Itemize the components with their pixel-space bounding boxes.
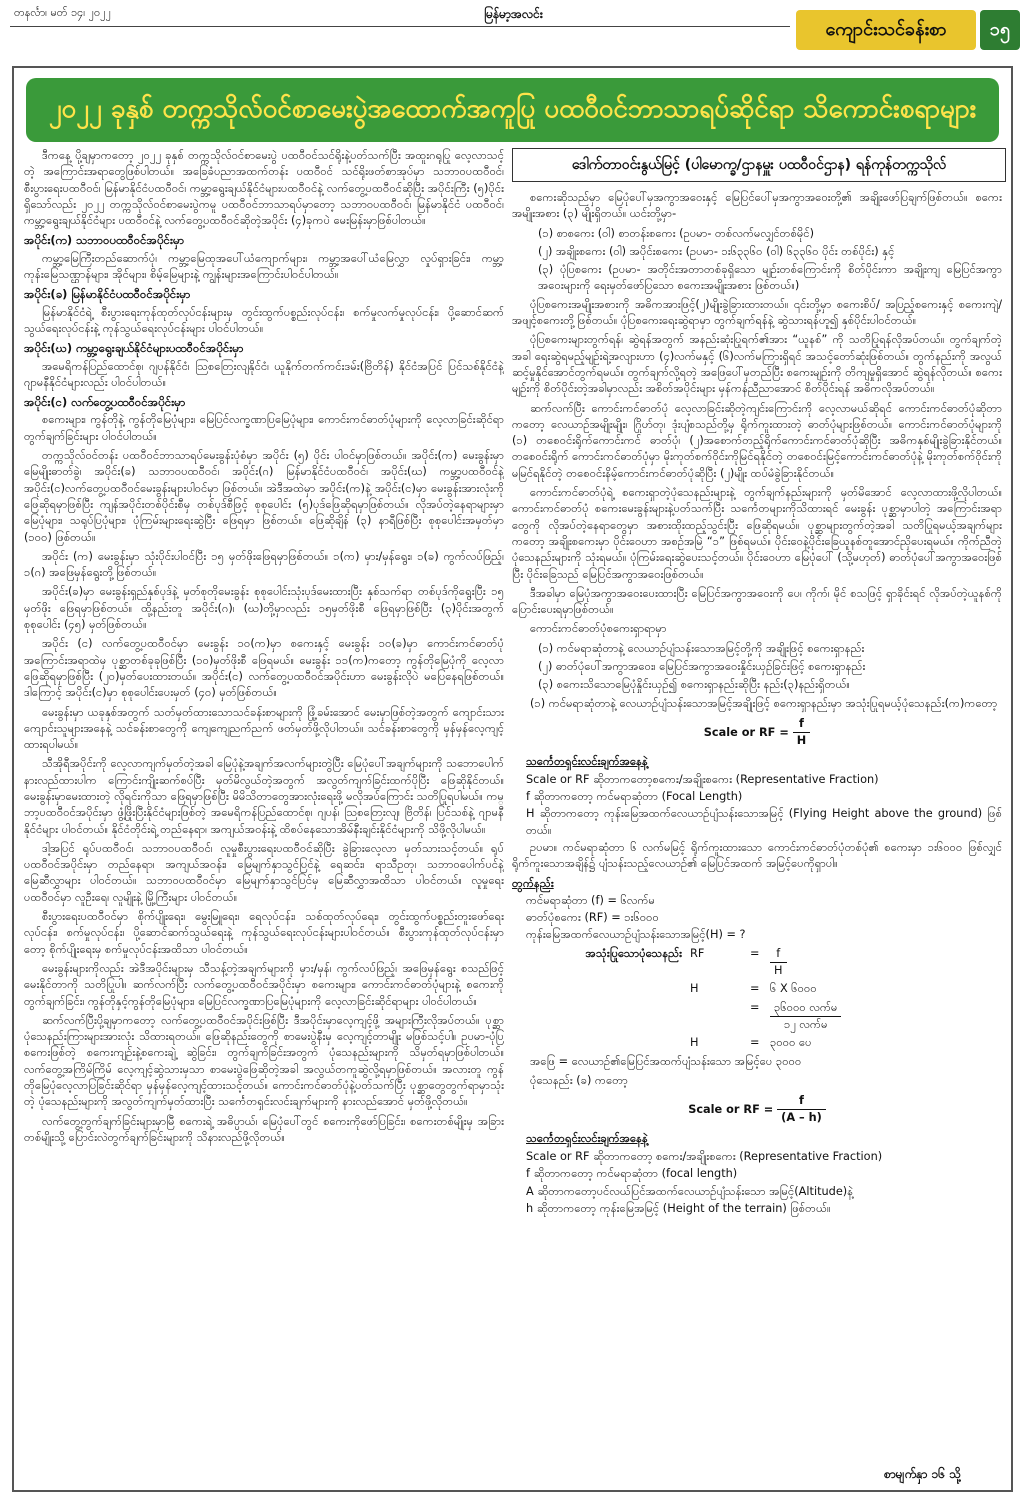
denominator: ၁၂ လက်မ: [783, 1017, 828, 1031]
calc-var: H: [690, 982, 699, 996]
calc-var: RF: [690, 946, 705, 960]
header-rule: [10, 26, 790, 27]
denominator: H: [796, 734, 807, 748]
paragraph: ဒီအခါမှာ မြေပုံအကွာအဝေးပေးထားပြီး မြေပြင်အကွာအဝေးကို ပေ၊ ကိုက်၊ မိုင် စသဖြင့် ရှာခိုင်းရင် လိုအပ်တဲ့ယူနစ်ကို ပြောင်းပေးရမှာဖြစ်တယ်။: [512, 586, 1002, 617]
symbol-definition: Scale or RF ဆိုတာကတော့စကေး/အချိုးစကေး (Representative Fraction): [526, 772, 879, 786]
section-tab: ကျောင်းသင်ခန်းစာ: [796, 10, 976, 50]
fraction: [777, 1093, 826, 1127]
paragraph: ပုံသေနည်း (ခ) ကတော့: [530, 1073, 628, 1087]
paragraph: ကောင်းကင်ဓာတ်ပုံစကေးရှာရာမှာ: [530, 622, 667, 636]
paragraph: သီအိုရီအပိုင်းကို လေ့လာကျက်မှတ်တဲ့အခါ မြေပုံနဲ့အချက်အလက်များတွဲပြီး မြေပုံပေါ်အချက်များကို သဘောပေါက်နားလည်ထားပါက ကြောင်းကျိုးဆက်စပ်ပြီး မှတ်မိလွယ်တဲ့အတွက် အလွတ်ကျက်ခြင်းထက်ပိုပြီး ဖြေဆိုနိုင်တယ်။ မေးခွန်းမှာမေးထားတဲ့ လိုရင်းကိုသာ ဖြေရမှာဖြစ်ပြီး မိမိသိတာတွေအားလုံးရေးဖို့ မလိုအပ်ကြောင်း သတိပြုရပါမယ်။ ကမ္ဘာ့ပထဝီဝင်အပိုင်းမှာ ဖွံ့ဖြိုးပြီးနိုင်ငံများဖြစ်တဲ့ အမေရိကန်ပြည်ထောင်စု၊ ဂျပန်၊ ဩစတြေးလျ၊ ဗြိတိန်၊ ပြင်သစ်နဲ့ ဂျာမနီနိုင်ငံများ ပါဝင်တယ်။ နိုင်ငံတိုင်းရဲ့ တည်နေရာ၊ အကျယ်အဝန်းနဲ့ ထိစပ်နေသောအိမ်နီးချင်းနိုင်ငံများကို သိဖို့လိုပါမယ်။: [24, 757, 504, 836]
list-item: (၁) ကင်မရာဆုံတာနဲ့ လေယာဉ်ပျံသန်းသောအမြင့်တို့ကို အချိုးဖြင့် စကေးရှာနည်း: [538, 641, 865, 655]
legend-title: သင်္ကေတရှင်းလင်းချက်အနေနဲ့: [526, 1131, 648, 1145]
fraction: [770, 1000, 841, 1034]
paragraph: အမေရိကန်ပြည်ထောင်စု၊ ဂျပန်နိုင်ငံ၊ ဩစတြေးလျနိုင်ငံ၊ ယူနိုက်တက်ကင်းဒမ်း(ဗြိတိန်) နိုင်ငံအပြင် ပြင်သစ်နိုင်ငံနဲ့ ဂျာမနီနိုင်ငံများလည်း ပါဝင်ပါတယ်။: [24, 359, 504, 389]
fraction: [793, 716, 810, 750]
paragraph: အပိုင်း (င) လက်တွေ့ပထဝီဝင်မှာ မေးခွန်း ၁၀(က)မှာ စကေးနှင့် မေးခွန်း ၁၀(ခ)မှာ ကောင်းကင်ဓာတ်ပုံအကြောင်းအရာထဲမှ ပုစ္ဆာတစ်ခုခုဖြစ်ပြီး (၁၀)မှတ်ဖိုးစီ ဖြေရမယ်။ မေးခွန်း ၁၁(က)ကတော့ ကွန်တိုမြေပုံကို လေ့လာဖြေဆိုရမှာဖြစ်ပြီး (၂၀)မှတ်ပေးထားတယ်။ အပိုင်း(င) လက်တွေ့ပထဝီဝင်အပိုင်းဟာ မေးခွန်းလိုပဲ မပြေနေရဖြစ်တယ်။ ဒါကြောင့် အပိုင်း(င)မှာ စုစုပေါင်းပေးမှတ် (၄၀) မှတ်ဖြစ်တယ်။: [24, 637, 504, 700]
fraction: [770, 946, 787, 980]
newspaper-name: မြန်မာ့အလင်း: [484, 7, 543, 21]
calc-eq: =: [750, 946, 760, 960]
calc-eq: =: [750, 1036, 760, 1050]
calc-given: ကင်မရာဆုံတာ (f) = ၆လက်မ: [526, 893, 655, 907]
paragraph: လက်တွေ့တွက်ချက်ခြင်းများမှာမြီ စကေးရဲ့ အဓိပ္ပာယ်၊ မြေပုံပေါ်တွင် စကေးကိုဖော်ပြခြင်း၊ စကေးတစ်မျိုးမှ အခြားတစ်မျိုးသို့ ပြောင်းလဲတွက်ချက်ခြင်းများကို သိနားလည်ဖို့လိုတယ်။: [24, 1114, 504, 1144]
continued-note: စာမျက်နှာ ၁၆ သို့: [884, 1467, 961, 1481]
formula-lhs: Scale or RF =: [703, 725, 789, 739]
numerator: ၃၆၀၀၀ လက်မ: [770, 1000, 841, 1017]
list-item: (၁) စာစကေး (ဝါ) စာတန်းစကေး (ဥပမာ- တစ်လက်မလျှင်တစ်မိုင်): [538, 226, 815, 240]
numerator: f: [770, 946, 787, 963]
formula-b: [512, 1093, 1002, 1127]
calc-row: [512, 946, 1002, 980]
symbol-definition: Scale or RF ဆိုတာကတော့ စကေး/အချိုးစကေး (Representative Fraction): [526, 1150, 883, 1164]
denominator: (A – h): [781, 1111, 822, 1125]
paragraph: ဆက်လက်ပြီး ကောင်းကင်ဓာတ်ပုံ လေ့လာခြင်းဆိုတဲ့ကျင်းကြောင်းကို လေ့လာမယ်ဆိုရင် ကောင်းကင်ဓာတ်ပုံဆိုတာကတော့ လေယာဉ်အမျိုးမျိုး၊ ဂြိုဟ်တု၊ ဒုံးပျံစသည်တို့မှ ရိုက်ကူးထားတဲ့ ဓာတ်ပုံများဖြစ်တယ်။ ကောင်းကင်ဓာတ်ပုံများကို (၁) တစေဝင်းရိုက်ကောင်းကင် ဓာတ်ပုံ၊ (၂)အစောက်တည့်ရိုက်ကောင်းကင်ဓာတ်ပုံဆိုပြီး အဓိကနှစ်မျိုးခွဲခြားနိုင်တယ်။ တစေဝင်းရိုက် ကောင်းကင်ဓာတ်ပုံမှာ မိုးကုတ်စက်ဝိုင်းကိုမြင်ရနိုင်တဲ့ တစေဝင်းမြင့်ကောင်းကင်ဓာတ်ပုံနဲ့ မိုးကုတ်စက်ဝိုင်းကိုမမြင်ရနိုင်တဲ့ တစေဝင်းနိမ့်ကောင်းကင်ဓာတ်ပုံဆိုပြီး (၂)မျိုး ထပ်မံခွဲခြားနိုင်တယ်။: [512, 401, 1002, 480]
calc-eq: =: [750, 982, 760, 996]
paragraph: စီးပွားရေးပထဝီဝင်မှာ စိုက်ပျိုးရေး၊ မွေးမြူရေး၊ ရေလုပ်ငန်း၊ သစ်ထုတ်လုပ်ရေး၊ တွင်းထွက်ပစ္စည်းတူးဖော်ရေးလုပ်ငန်း၊ စက်မှုလုပ်ငန်း၊ ပို့ဆောင်ဆက်သွယ်ရေးနဲ့ ကုန်သွယ်ရေးလုပ်ငန်းများပါဝင်တယ်။ စီးပွားကုန်ထုတ်လုပ်ငန်းမှာတော့ စိုက်ပျိုးရေးမှ စက်မှုလုပ်ငန်းအထိသာ ပါဝင်တယ်။: [24, 910, 504, 956]
calc-given: ကုန်းမြေအထက်လေယာဉ်ပျံသန်းသောအမြင့်(H) = ?: [526, 928, 746, 942]
paragraph: မေးခွန်းမှာ ယခုနှစ်အတွက် သတ်မှတ်ထားသောသင်ခန်းစာများကို ဖြုံ့ခမ်းအောင် မေးမှာဖြစ်တဲ့အတွက် ကျောင်းသား ကျောင်းသူများအနေနဲ့ သင်ခန်းစာတွေကို ကျေကျေညက်ညက် ဖတ်မှတ်ဖို့လိုပါတယ်။ သင်ခန်းစာတွေကို မှန်မှန်လေ့ကျင့်ထားရပါမယ်။: [24, 705, 504, 752]
legend-title: သင်္ကေတရှင်းလင်းချက်အနေနဲ့: [526, 754, 648, 768]
subheading: အပိုင်း(ဃ) ကမ္ဘာ့ရွေးချယ်နိုင်ငံများပထဝီဝင်အပိုင်းမှာ: [24, 341, 244, 356]
formula-a: [512, 716, 1002, 750]
list-item: (၃) ပုံပြစကေး (ဥပမာ- အတိုင်းအတာတစ်ခုရှိသော မျဉ်းတစ်ကြောင်းကို စိတ်ပိုင်းကာ အချိုးကျ မြေပြင်အကွာအဝေးများကို ရေးမှတ်ဖော်ပြသော စကေးအမျိုးအစား ဖြစ်တယ်။): [538, 263, 1002, 293]
paragraph: တက္ကသိုလ်ဝင်တန်း ပထဝီဝင်ဘာသာရပ်မေးခွန်းပုံစံမှာ အပိုင်း (၅) ပိုင်း ပါဝင်မှာဖြစ်တယ်။ အပိုင်း(က) မေးခွန်းမှာ မြေမျိုးဓာတ်ခွဲ၊ အပိုင်း(ခ) သဘာဝပထဝီဝင်၊ အပိုင်း(ဂ) မြန်မာနိုင်ငံပထဝီဝင်၊ အပိုင်း(ဃ) ကမ္ဘာ့ပထဝီဝင်နဲ့ အပိုင်း(င)လက်တွေ့ပထဝီဝင်မေးခွန်းများပါဝင်မှာ ဖြစ်တယ်။ အဲဒီအထဲမှာ အပိုင်း(က)နဲ့ အပိုင်း(င)မှာ မေးခွန်းအားလုံးကို ဖြေဆိုရမှာဖြစ်ပြီး ကျန်အပိုင်းတစ်ပိုင်းစီမှ တစ်ပုဒ်စီဖြင့် စုစုပေါင်း (၅)ပုဒ်ဖြေဆိုရမှာဖြစ်တယ်။ လိုအပ်တဲ့နေရာများမှာ မြေပုံများ၊ သရုပ်ပြပုံများ၊ ပုံကြမ်းများရေးဆွဲပြီး ဖြေရမှာ ဖြစ်တယ်။ ဖြေဆိုချိန် (၃) နာရီဖြစ်ပြီး စုစုပေါင်းအမှတ်မှာ (၁၀၀) ဖြစ်တယ်။: [24, 449, 504, 544]
list-item: (၂) ဓာတ်ပုံပေါ်အကွာအဝေး၊ မြေပြင်အကွာအဝေးနှိုင်းယှဉ်ခြင်းဖြင့် စကေးရှာနည်း: [538, 660, 866, 674]
list-item: (၃) စကေးသိသောမြေပုံနှိုင်းယှဉ်၍ စကေးရှာနည်းဆိုပြီး နည်း(၃)နည်းရှိတယ်။: [538, 678, 850, 692]
calc-row: [512, 1000, 1002, 1034]
paragraph: (၁) ကင်မရာဆုံတာနဲ့ လေယာဉ်ပျံသန်းသောအမြင့်အချိုးဖြင့် စကေးရှာနည်းမှာ အသုံးပြုရမယ့်ပုံသေနည်း(က)ကတော့: [530, 696, 998, 710]
list-item: (၂) အချိုးစကေး (ဝါ) အပိုင်းစကေး (ဥပမာ- ၁း၆၃၃၆၀ (ဝါ) ၆၃၃၆၀ ပိုင်း တစ်ပိုင်း) နှင့်: [538, 244, 895, 258]
paragraph: ဥပမာ။ ကင်မရာဆုံတာ ၆ လက်မမြင့် ရိုက်ကူးထားသော ကောင်းကင်ဓာတ်ပုံတစ်ပုံ၏ စကေးမှာ ၁း၆၀၀၀ ဖြစ်လျှင် ရိုက်ကူးသောအချိန်၌ ပျံသန်းသည့်လေယာဉ်၏ မြေပြင်အထက် အမြင့်ပေကိုရှာပါ။: [512, 840, 1002, 871]
paragraph: ဒီကနေ့ ပို့ချမှာကတော့ ၂၀၂၂ ခုနှစ် တက္ကသိုလ်ဝင်စာမေးပွဲ ပထဝီဝင်သင်ရိုးနဲ့ပတ်သက်ပြီး အထူးဂရုပြု လေ့လာသင့်တဲ့ အကြောင်းအရာတွေဖြစ်ပါတယ်။ အခြေခံပညာအထက်တန်း ပထဝီဝင် သင်ရိုးဖတ်စာအုပ်မှာ သဘာဝပထဝီဝင်၊ စီးပွားရေးပထဝီဝင်၊ မြန်မာနိုင်ငံပထဝီဝင်၊ ကမ္ဘာ့ရွေးချယ်နိုင်ငံများပထဝီဝင်နဲ့ လက်တွေ့ပထဝီဝင်ဆိုပြီး အပိုင်းကြီး (၅)ပိုင်းရှိသော်လည်း ၂၀၂၂ တက္ကသိုလ်ဝင်စာမေးပွဲကမူ ပထဝီဝင်ဘာသာရပ်မှာတော့ သဘာဝပထဝီဝင်၊ မြန်မာနိုင်ငံ ပထဝီဝင်၊ ကမ္ဘာ့ရွေးချယ်နိုင်ငံများ ပထဝီဝင်နဲ့ လက်တွေ့ပထဝီဝင်ဆိုတဲ့အပိုင်း (၄)ခုကပဲ မေးမြန်းမှာဖြစ်ပါတယ်။: [24, 149, 504, 228]
subheading: အပိုင်း(င) လက်တွေ့ပထဝီဝင်အပိုင်းမှာ: [24, 395, 186, 410]
calc-var: H: [690, 1036, 699, 1050]
paragraph: ပုံပြစကေးအမျိုးအစားကို အဓိကအားဖြင့်(၂)မျိုးခွဲခြားထားတယ်။ ၎င်းတို့မှာ စကေးစိပ်/ အပြည့်စကေးနှင့် စကေးကျဲ/အဖျင့်စကေးတို့ဖြစ်တယ်။ ပုံပြစကေးရေးဆွဲရာမှာ တွက်ချက်ရန်နဲ့ ဆွဲသားရန်ဟူ၍ နှစ်ပိုင်းပါဝင်တယ်။: [512, 297, 1002, 328]
symbol-definition: h ဆိုတာကတော့ ကုန်းမြေအမြင့် (Height of the terrain) ဖြစ်တယ်။: [526, 1201, 831, 1215]
calc-given: ဓာတ်ပုံစကေး (RF) = ၁း၆၀၀၀: [526, 911, 659, 925]
paragraph: ပုံပြစကေးများတွက်ရန်၊ ဆွဲရန်အတွက် အနည်းဆုံးပြုရက်၏အား “ယူနစ်” ကို သတိပြုရန်လိုအပ်တယ်။ တွက်ချက်တဲ့အခါ ရေးဆွဲရမည့်မျဉ်းရဲ့အလျားဟာ (၄)လက်မနှင့် (၆)လက်မကြားရှိရင် အသင့်တော်ဆုံးဖြစ်တယ်။ တွက်နည်းကို အလွယ်ဆင့်မှုနိုင်အောင်တွက်ရမယ်။ တွက်ချက်လို့ရတဲ့ အဖြေပေါ်မှတည်ပြီး စကေးမျဉ်းကို တိကျမှုရှိအောင် ဆွဲရန်လိုတယ်။ စကေးမျဉ်းကို စိတ်ပိုင်းတဲ့အခါမှာလည်း အစိတ်အပိုင်းများ မှန်ကန်ညီညာအောင် စိတ်ပိုင်းရန် အဓိကလိုအပ်တယ်။: [512, 333, 1002, 396]
paragraph: အဖြေ = လေယာဉ်၏မြေပြင်အထက်ပျံသန်းသော အမြင့်ပေ ၃၀၀၀: [530, 1054, 802, 1068]
left-column: [24, 148, 504, 1484]
calc-title: တွက်နည်း: [512, 876, 554, 890]
numerator: f: [793, 716, 810, 733]
denominator: H: [774, 964, 783, 978]
calc-eq: =: [750, 1000, 760, 1014]
paragraph: မေးခွန်းများကိုလည်း အဲဒီအပိုင်းများမှ သီသန့်တဲ့အချက်များကို မှား/မှန်၊ ကွက်လပ်ဖြည့်၊ အဖြေမှန်ရွေး စသည်ဖြင့် မေးနိုင်တာကို သတိပြုပါ။ ဆက်လက်ပြီး လက်တွေ့ပထဝီဝင်အပိုင်းမှာ စကေးများ၊ ကောင်းကင်ဓာတ်ပုံများနဲ့ စကေးကိုတွက်ချက်ခြင်း၊ ကွန်တိုနှင့်ကွန်တိုမြေပုံများ၊ မြေပြင်လက္ခဏာပြမြေပုံများကို လေ့လာခြင်းဆိုင်ရာများ ပါဝင်ပါတယ်။: [24, 961, 504, 1008]
calc-row: [512, 981, 1002, 997]
subheading: အပိုင်း(ခ) မြန်မာနိုင်ငံပထဝီဝင်အပိုင်းမှာ: [24, 287, 191, 302]
symbol-definition: H ဆိုတာကတော့ ကုန်းမြေအထက်လေယာဉ်ပျံသန်းသောအမြင့် (Flying Height above the ground) ဖြစ်တယ်။: [526, 807, 1002, 837]
calc-formula-label: အသုံးပြုသောပုံသေနည်း: [585, 946, 682, 960]
symbol-definition: f ဆိုတာကတော့ ကင်မရာဆုံတာ (Focal Length): [526, 790, 743, 804]
symbol-definition: f ဆိုတာကတော့ ကင်မရာဆုံတာ (focal length): [526, 1167, 738, 1181]
paragraph: အပိုင်း (က) မေးခွန်းမှာ သုံးပိုင်းပါဝင်ပြီး ၁၅ မှတ်ဖိုးဖြေရမှာဖြစ်တယ်။ ၁(က) မှား/မှန်ရွေး၊ ၁(ခ) ကွက်လပ်ဖြည့်၊ ၁(ဂ) အဖြေမှန်ရွေးတို့ဖြစ်တယ်။: [24, 549, 504, 580]
calc-row: [512, 1035, 1002, 1051]
paragraph: ဆက်လက်ပြီးပို့ချမှာကတော့ လက်တွေ့ပထဝီဝင်အပိုင်းဖြစ်ပြီး ဒီအပိုင်းမှာလေ့ကျင့်ဖို့ အများကြီးလိုအပ်တယ်။ ပုစ္ဆာပုံသေနည်းကြားများအားလုံး သိထားရတယ်။ ဖြေဆိုနည်းတွေကို စာမေးပွဲနီးမှ လေ့ကျင့်တာမျိုး မဖြစ်သင့်ပါ။ ဥပမာ-ပုံပြစကေးဖြစ်တဲ့ စကေးကျဉ်းနဲ့စကေးချဲ့ ဆွဲခြင်း၊ တွက်ချက်ခြင်းအတွက် ပုံသေနည်းများကို သိမှတ်ရမှာဖြစ်ပါတယ်။ လက်တွေ့အကြိမ်ကြိမ် လေ့ကျင့်ဆွဲသားမှသာ စာမေးပွဲဖြေဆိုတဲ့အခါ အလွယ်တကူဆွဲလို့ရမှာဖြစ်တယ်။ အလားတူ ကွန်တိုမြေပုံလေ့လာပြခြင်းဆိုင်ရာ မှန်မှန်လေ့ကျင့်ထားသင့်တယ်။ ကောင်းကင်ဓာတ်ပုံနဲ့ပတ်သက်ပြီး ပုစ္ဆာတွေတွက်ရာမှာသုံးတဲ့ ပုံသေနည်းများကို အလွတ်ကျက်မှတ်ထားပြီး သင်္ကေတရှင်းလင်းချက်များကို နားလည်အောင် မှတ်ဖို့လိုတယ်။: [24, 1013, 504, 1109]
paragraph: အပိုင်း(ခ)မှာ မေးခွန်းရှည်နှစ်ပုဒ်နဲ့ မှတ်စုတိုမေးခွန်း စုစုပေါင်းသုံးပုဒ်မေးထားပြီး နှစ်သက်ရာ တစ်ပုဒ်ကိုရွေးပြီး ၁၅ မှတ်ဖိုး ဖြေရမှာဖြစ်တယ်။ ထို့နည်းတူ အပိုင်း(ဂ)၊ (ဃ)တို့မှာလည်း ၁၅မှတ်ဖိုးစီ ဖြေရမှာဖြစ်ပြီး (၃)ပိုင်းအတွက် စုစုပေါင်း (၄၅) မှတ်ဖြစ်တယ်။: [24, 585, 504, 632]
page-header: [0, 0, 1027, 60]
numerator: f: [777, 1093, 826, 1110]
paragraph: ကမ္ဘာ့မြေကြီးတည်ဆောက်ပုံ၊ ကမ္ဘာ့မြေထုအပေါ်ယံကျောက်များ၊ ကမ္ဘာ့အပေါ်ယံမြေလွှာ လှုပ်ရှားခြင်း၊ ကမ္ဘာ့ကုန်းမြေသဏ္ဌာန်များ၊ အိုင်များ၊ စိမ့်မြေများနဲ့ ကျွန်းများအကြောင်းပါဝင်ပါတယ်။: [24, 251, 504, 282]
article-byline: ဒေါက်တာဝင်းနွယ်မြင့် (ပါမောက္ခ/ဌာနမှူး ပထဝီဝင်ဌာန) ရန်ကုန်တက္ကသိုလ်: [512, 148, 1006, 182]
subheading: အပိုင်း(က) သဘာဝပထဝီဝင်အပိုင်းမှာ: [24, 233, 185, 248]
symbol-definition: A ဆိုတာကတော့ပင်လယ်ပြင်အထက်လေယာဉ်ပျံသန်းသော အမြင့်(Altitude)နဲ့: [526, 1184, 854, 1198]
article-banner: [26, 78, 999, 142]
formula-lhs: Scale or RF =: [688, 1102, 774, 1116]
paragraph: စကေးများ၊ ကွန်တိုနဲ့ ကွန်တိုမြေပုံများ၊ မြေပြင်လက္ခဏာပြမြေပုံများ၊ ကောင်းကင်ဓာတ်ပုံများကို လေ့လာခြင်းဆိုင်ရာ တွက်ချက်ခြင်းများ ပါဝင်ပါတယ်။: [24, 413, 504, 443]
paragraph: မြန်မာနိုင်ငံရဲ့ စီးပွားရေးကုန်ထုတ်လုပ်ငန်းများမှ တွင်းထွက်ပစ္စည်းလုပ်ငန်း၊ စက်မှုလက်မှုလုပ်ငန်း၊ ပို့ဆောင်ဆက်သွယ်ရေးလုပ်ငန်းနဲ့ ကုန်သွယ်ရေးလုပ်ငန်းများ ပါဝင်ပါတယ်။: [24, 305, 504, 335]
paragraph: စကေးဆိုသည်မှာ မြေပုံပေါ်မှအကွာအဝေးနှင့် မြေပြင်ပေါ်မှအကွာအဝေးတို့၏ အချိုးဖော်ပြချက်ဖြစ်တယ်။ စကေးအမျိုးအစား (၃) မျိုးရှိတယ်။ ယင်းတို့မှာ-: [512, 191, 1002, 221]
page-number: ၁၅: [980, 10, 1020, 50]
paragraph: ကောင်းကင်ဓာတ်ပုံရဲ့ စကေးရှာတဲ့ပုံသေနည်းများနဲ့ တွက်ချက်နည်းများကို မှတ်မိအောင် လေ့လာထားဖို့လိုပါတယ်။ ကောင်းကင်ဓာတ်ပုံ စကေးမေးခွန်းများနဲ့ပတ်သက်ပြီး သင်္ကေတများကိုသိထားရင် မေးခွန်း ပုစ္ဆာမှာပါတဲ့ အကြောင်းအရာတွေကို လိုအပ်တဲ့နေရာတွေမှာ အစားထိုးထည့်သွင်းပြီး ဖြေဆိုရမယ်။ ပုစ္ဆာများတွက်တဲ့အခါ သတိပြုရမယ့်အချက်များကတော့ အချိုးစကေးမှာ ပိုင်းဝေဟာ အစဉ်အမြဲ “၁” ဖြစ်ရမယ်။ ပိုင်းဝေနဲ့ပိုင်းခြေယူနစ်တူအောင်ညှိပေးရမယ်။ ကိုက်ညီတဲ့ ပုံသေနည်းများကို သုံးရမယ်။ ပုံကြမ်းရေးဆွဲပေးသင့်တယ်။ ပိုင်းဝေဟာ မြေပုံပေါ် (သို့မဟုတ်) ဓာတ်ပုံပေါ်အကွာအဝေးဖြစ်ပြီး ပိုင်းခြေသည် မြေပြင်အကွာအဝေးဖြစ်တယ်။: [512, 486, 1002, 581]
article-title: ၂၀၂၂ ခုနှစ် တက္ကသိုလ်ဝင်စာမေးပွဲအထောက်အကူပြု ပထဝီဝင်ဘာသာရပ်ဆိုင်ရာ သိကောင်းစရာများ: [48, 93, 977, 124]
right-column: [512, 190, 1002, 1462]
issue-date: တနင်္လာ၊ မတ် ၁၄၊ ၂၀၂၂: [14, 6, 111, 19]
calc-step: ၃၀၀၀ ပေ: [770, 1036, 812, 1050]
paragraph: ဒါ့အပြင် ရုပ်ပထဝီဝင်၊ သဘာဝပထဝီဝင်၊ လူမှုစီးပွားရေးပထဝီဝင်ဆိုပြီး ခွဲခြားလေ့လာ မှတ်သားသင့်တယ်။ ရုပ်ပထဝီဝင်အပိုင်းမှာ တည်နေရာ၊ အကျယ်အဝန်း၊ မြေမျက်နှာသွင်ပြင်နဲ့ ရေဆင်း၊ ရာသီဥတု၊ သဘာဝပေါက်ပင်နဲ့ မြေဆီလွှာများ ပါဝင်တယ်။ သဘာဝပထဝီဝင်မှာ မြေမျက်နှာသွင်ပြင်မှ မြေဆီလွှာအထိသာ ပါဝင်တယ်။ လူမှုရေးပထဝီဝင်မှာ လူဦးရေ၊ လူမျိုးနဲ့ မြို့ကြီးများ ပါဝင်တယ်။: [24, 841, 504, 904]
calc-step: ၆ X ၆၀၀၀: [770, 982, 817, 996]
